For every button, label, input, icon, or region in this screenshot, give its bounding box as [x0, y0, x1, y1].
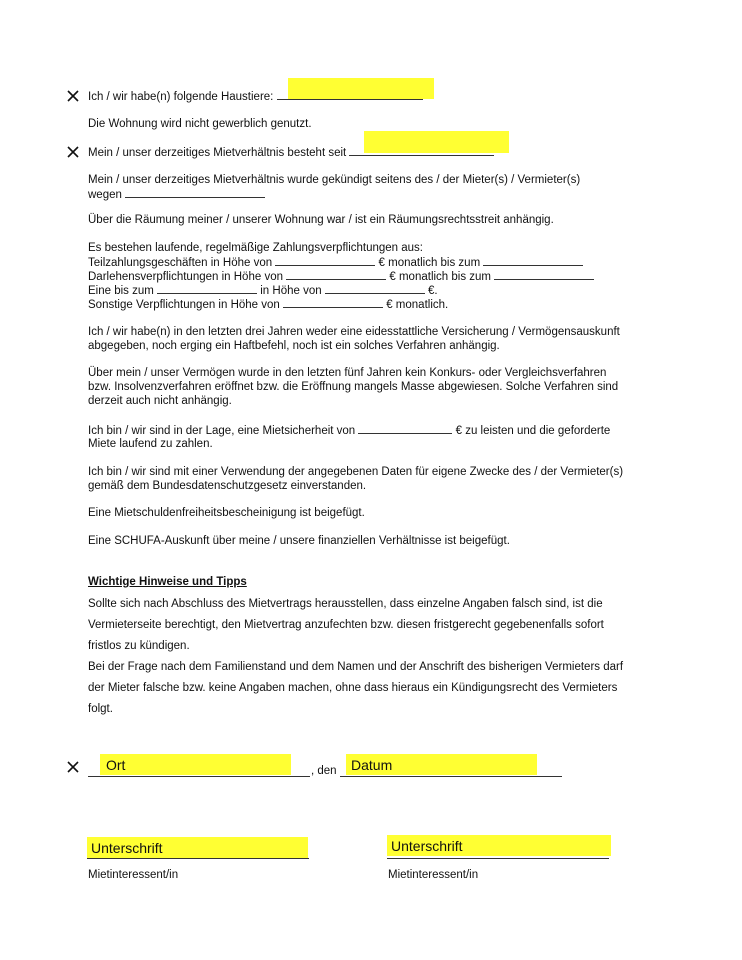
deposit-label: Ich bin / wir sind in der Lage, eine Mietsicherheit von: [88, 425, 356, 437]
schufa-text: Eine SCHUFA-Auskunft über meine / unsere finanziellen Verhältnisse ist beigefügt.: [88, 535, 510, 547]
installment-until-label: € monatlich bis zum: [378, 257, 481, 269]
data-consent-line-2: gemäß dem Bundesdatenschutzgesetz einverstanden.: [88, 480, 367, 492]
hint-line-3: fristlos zu kündigen.: [88, 640, 190, 652]
place-field[interactable]: [100, 754, 291, 775]
hint-line-1: Sollte sich nach Abschluss des Mietvertrags herausstellen, dass einzelne Angaben falsch sind, ist die: [88, 598, 603, 610]
other-obligations-blank[interactable]: [283, 297, 383, 308]
signature-right-underline: [387, 858, 609, 859]
tenancy-since-line: [88, 145, 494, 160]
loan-amount-blank[interactable]: [286, 269, 386, 280]
terminated-line-2: [88, 187, 265, 202]
terminated-reason-blank[interactable]: [125, 187, 265, 198]
signature-left-underline: [87, 858, 309, 859]
other-obligations-label: Sonstige Verpflichtungen in Höhe von: [88, 299, 280, 311]
signature-left-label: Unterschrift: [91, 840, 163, 856]
other-obligations-line: [88, 297, 448, 312]
role-right: Mietinteressent/in: [388, 869, 479, 881]
deposit-line-1: [88, 423, 610, 438]
pets-label: [88, 89, 423, 104]
installment-label: Teilzahlungsgeschäften in Höhe von: [88, 257, 273, 269]
hint-line-2: Vermieterseite berechtigt, den Mietvertrag anzufechten bzw. diesen fristgerecht gegebenenfalls sofort: [88, 619, 604, 631]
loan-label: Darlehensverpflichtungen in Höhe von: [88, 271, 283, 283]
loan-date-blank[interactable]: [494, 269, 594, 280]
guarantee-amount-label: in Höhe von: [260, 285, 322, 297]
guarantee-label: Eine bis zum: [88, 285, 154, 297]
pets-blank[interactable]: [277, 89, 423, 100]
tenancy-since-label: Mein / unser derzeitiges Mietverhältnis besteht seit: [88, 147, 347, 159]
signature-right-label: Unterschrift: [391, 838, 463, 854]
insolvency-line-3: derzeit auch nicht anhängig.: [88, 395, 232, 407]
loan-line: [88, 269, 594, 284]
tenancy-since-blank[interactable]: [349, 145, 494, 156]
guarantee-currency: €.: [428, 285, 438, 297]
affidavit-line-2: abgegeben, noch erging ein Haftbefehl, noch ist ein solches Verfahren anhängig.: [88, 340, 500, 352]
x-mark-icon[interactable]: [66, 145, 80, 159]
insolvency-line-1: Über mein / unser Vermögen wurde in den letzten fünf Jahren kein Konkurs- oder Vergleichsverfahren: [88, 367, 607, 379]
place-field-label: Ort: [106, 757, 126, 773]
x-mark-icon[interactable]: [66, 760, 80, 774]
place-underline: [88, 776, 310, 777]
loan-until-label: € monatlich bis zum: [389, 271, 492, 283]
installment-line: [88, 255, 583, 270]
date-field-label: Datum: [351, 757, 393, 773]
deposit-label-end: € zu leisten und die geforderte: [455, 425, 611, 437]
deposit-line-2: Miete laufend zu zahlen.: [88, 438, 213, 450]
pets-label-text: Ich / wir habe(n) folgende Haustiere:: [88, 91, 274, 103]
deposit-amount-blank[interactable]: [358, 423, 452, 434]
guarantee-date-blank[interactable]: [157, 283, 257, 294]
obligations-intro: Es bestehen laufende, regelmäßige Zahlungsverpflichtungen aus:: [88, 242, 423, 254]
other-obligations-unit: € monatlich.: [386, 299, 449, 311]
hint-line-4: Bei der Frage nach dem Familienstand und dem Namen und der Anschrift des bisherigen Vermieters darf: [88, 661, 624, 673]
affidavit-line-1: Ich / wir habe(n) in den letzten drei Jahren weder eine eidesstattliche Versicherung / Vermögensauskunft: [88, 326, 620, 338]
installment-date-blank[interactable]: [483, 255, 583, 266]
hints-title: Wichtige Hinweise und Tipps: [88, 576, 247, 588]
terminated-reason-label: wegen: [88, 189, 122, 201]
den-label: , den: [311, 765, 337, 777]
role-left: Mietinteressent/in: [88, 869, 179, 881]
rent-debt-certificate-text: Eine Mietschuldenfreiheitsbescheinigung ist beigefügt.: [88, 507, 365, 519]
terminated-line-1: Mein / unser derzeitiges Mietverhältnis wurde gekündigt seitens des / der Mieter(s) / Vermieter(s): [88, 174, 581, 186]
installment-amount-blank[interactable]: [275, 255, 375, 266]
hint-line-6: folgt.: [88, 703, 113, 715]
hint-line-5: der Mieter falsche bzw. keine Angaben machen, ohne dass hieraus ein Kündigungsrecht des Vermieters: [88, 682, 618, 694]
guarantee-amount-blank[interactable]: [325, 283, 425, 294]
data-consent-line-1: Ich bin / wir sind mit einer Verwendung der angegebenen Daten für eigene Zwecke des / der Vermieter(s): [88, 466, 624, 478]
x-mark-icon[interactable]: [66, 89, 80, 103]
insolvency-line-2: bzw. Insolvenzverfahren eröffnet bzw. die Eröffnung mangels Masse abgewiesen. Solche Verfahren sind: [88, 381, 619, 393]
guarantee-line: [88, 283, 438, 298]
date-underline: [340, 776, 562, 777]
commercial-use-text: Die Wohnung wird nicht gewerblich genutzt.: [88, 118, 312, 130]
eviction-text: Über die Räumung meiner / unserer Wohnung war / ist ein Räumungsrechtsstreit anhängig.: [88, 214, 554, 226]
